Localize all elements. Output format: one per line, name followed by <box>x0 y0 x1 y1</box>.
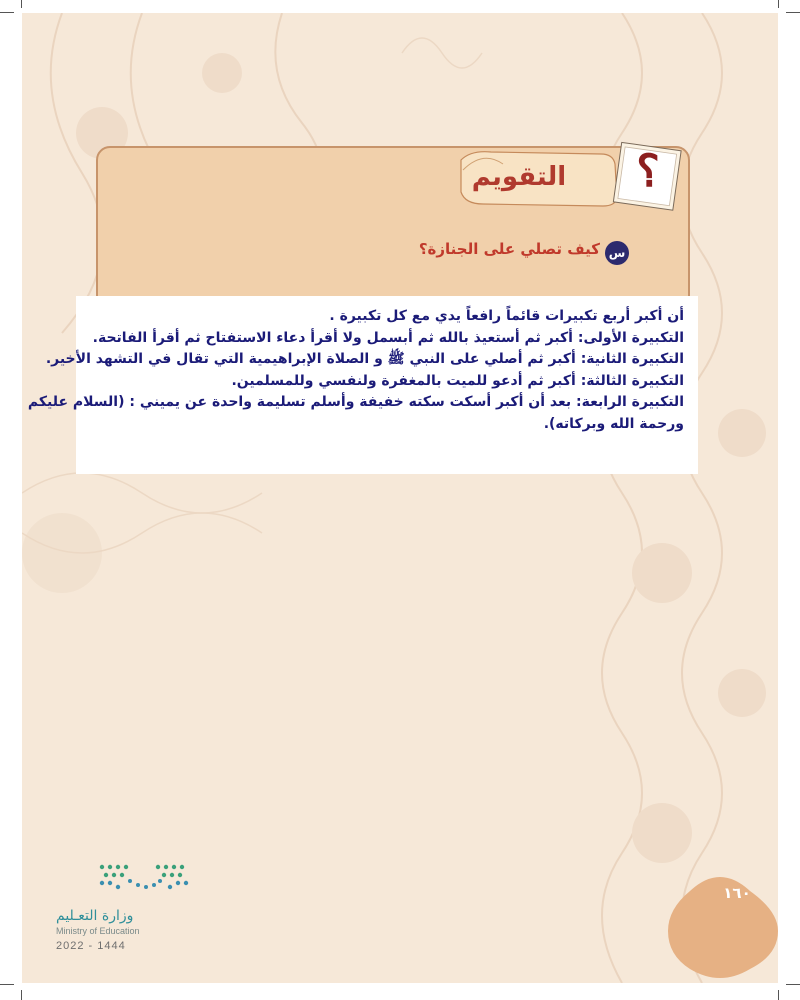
question-text: كيف تصلي على الجنازة؟ <box>418 240 600 258</box>
edition-year: 2022 - 1444 <box>56 940 126 952</box>
crop-mark <box>21 990 22 1000</box>
question-marker-icon: س <box>605 241 629 265</box>
answer-line: أن أكبر أربع تكبيرات قائماً رافعاً يدي مع كل تكبيرة . <box>329 308 684 324</box>
crop-mark <box>778 990 779 1000</box>
answer-line: التكبيرة الثانية: أكبر ثم أصلي على النبي ﷺ و الصلاة الإبراهيمية التي تقال في التشهد الأخير. <box>45 351 684 367</box>
page-number: ١٦٠ <box>723 884 751 902</box>
crop-mark <box>0 984 14 985</box>
crop-mark <box>778 0 779 8</box>
answer-line: التكبيرة الثالثة: أكبر ثم أدعو للميت بالمغفرة ولنفسي وللمسلمين. <box>231 372 684 389</box>
answer-line: التكبيرة الأولى: أكبر ثم أستعيذ بالله ثم أبسمل ولا أقرأ دعاء الاستفتاح ثم أقرأ الفاتحة. <box>92 329 684 346</box>
answer-line: ورحمة الله وبركاته). <box>543 415 684 432</box>
ministry-logo-icon <box>94 861 194 901</box>
crop-mark <box>21 0 22 8</box>
ministry-name-english: Ministry of Education <box>56 926 140 936</box>
answer-line: التكبيرة الرابعة: بعد أن أكبر أسكت سكته خفيفة وأسلم تسليمة واحدة عن يميني : (السلام عليكم <box>27 394 684 410</box>
answer-panel <box>27 296 698 474</box>
question-mark-icon: ؟ <box>636 146 660 197</box>
ministry-name-arabic: وزارة التعـليم <box>56 908 134 924</box>
crop-mark <box>786 12 800 13</box>
crop-mark <box>786 984 800 985</box>
section-title: التقويم <box>471 162 567 192</box>
crop-mark <box>0 12 14 13</box>
